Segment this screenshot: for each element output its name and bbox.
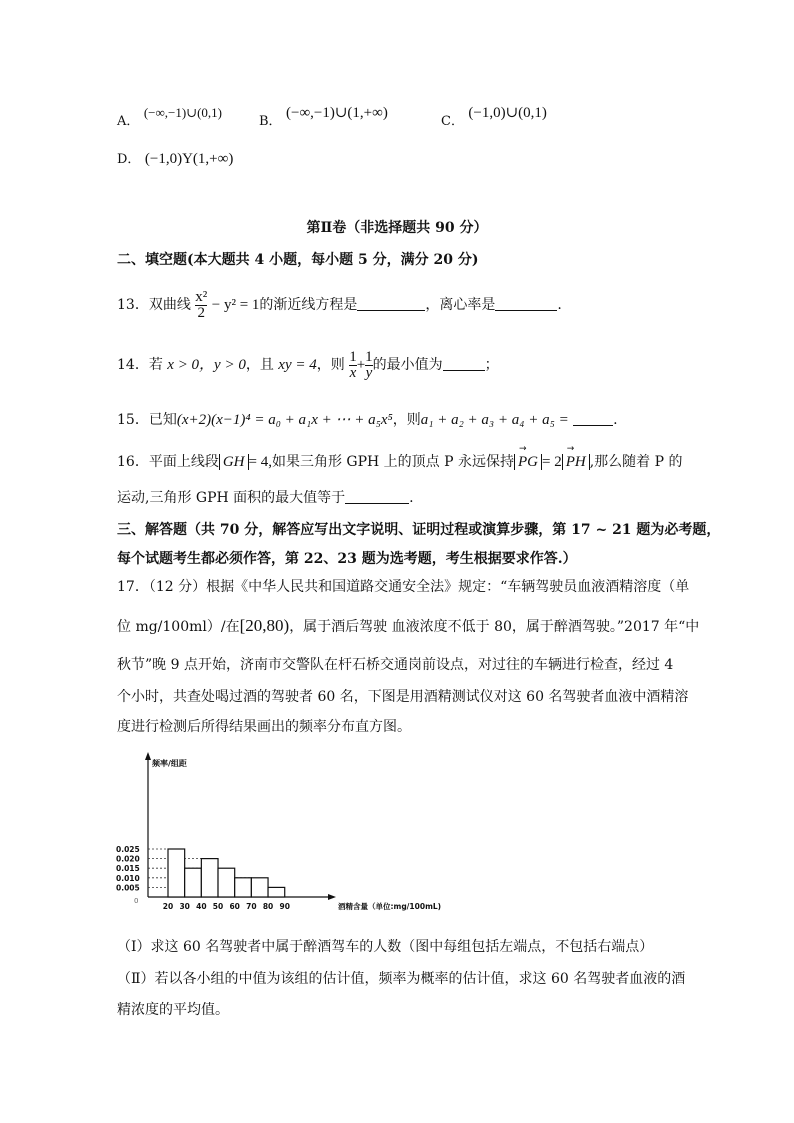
q17-part2b: 精浓度的平均值。 — [117, 1002, 229, 1018]
question-14 — [117, 347, 499, 383]
q13-end: . — [557, 297, 562, 313]
q13-frac-num: x² — [195, 288, 208, 305]
x-tick-label: 30 — [179, 902, 190, 911]
q15-expr: (x+2)(x−1)⁴ = a₀ + a₁x + ⋯ + a₅x⁵ — [176, 412, 393, 428]
x-tick-label: 60 — [229, 902, 240, 911]
section3-line2: 每个试题考生都必须作答，第 22、23 题为选考题，考生根据要求作答.） — [117, 551, 577, 567]
q15-num: 15．已知 — [117, 412, 177, 428]
q17-line3: 秋节”晚 9 点开始，济南市交警队在杆石桥交通岗前设点，对过往的车辆进行检查，经过 4 — [117, 657, 674, 673]
q16-line1a: 16．平面上线段 — [117, 454, 219, 470]
q14-fraction-2 — [365, 350, 373, 381]
x-tick-label: 20 — [162, 902, 174, 911]
q14-num: 14．若 — [117, 357, 163, 373]
q14-f2-den: y — [365, 364, 373, 381]
y-tick-label: 0.025 — [116, 845, 140, 854]
section2-heading: 二、填空题(本大题共 4 小题，每小题 5 分，满分 20 分) — [117, 252, 479, 268]
q14-f1-den: x — [349, 364, 357, 381]
q16-eq1: = 4, — [248, 454, 272, 470]
q16-line1c: ,那么随着 P 的 — [589, 454, 683, 470]
q13-frac-den: 2 — [195, 305, 207, 321]
q16-end: . — [409, 490, 414, 506]
q15-end: . — [613, 412, 618, 428]
question-13 — [117, 287, 562, 323]
q14-tail: ； — [484, 357, 499, 373]
histogram-bar — [235, 878, 252, 897]
q17-part2a: （Ⅱ）若以各小组的中值为该组的估计值，频率为概率的估计值，求这 60 名驾驶者血液的酒 — [117, 971, 686, 987]
q17-part1: （Ⅰ）求这 60 名驾驶者中属于醉酒驾车的人数（图中每组包括左端点，不包括右端点） — [117, 939, 654, 955]
q14-end: 的最小值为 — [372, 357, 443, 373]
option-c-text: (−1,0)∪(0,1) — [468, 105, 547, 121]
q14-f1-num: 1 — [349, 348, 357, 365]
histogram-bar — [251, 878, 268, 897]
histogram-layer — [116, 752, 441, 911]
q14-f2-num: 1 — [365, 348, 373, 365]
q16-pg: → PG — [518, 450, 538, 474]
q17-interval: [20,80) — [239, 616, 290, 635]
q14-blank[interactable] — [443, 356, 485, 371]
option-d-label: D． — [117, 152, 141, 167]
option-b-label: B． — [259, 114, 282, 129]
q13-eq: − y² = 1 — [211, 297, 260, 313]
q15-expr2: a₁ + a₂ + a₃ + a₄ + a₅ = — [420, 412, 569, 428]
x-tick-label: 50 — [212, 902, 224, 911]
option-c — [441, 105, 547, 130]
option-a-label: A． — [117, 114, 140, 129]
option-a-text: (−∞,−1)∪(0,1) — [143, 105, 222, 120]
q17-line2b: ，属于酒后驾驶 血液浓度不低于 80，属于醉酒驾驶。”2017 年“中 — [289, 619, 700, 635]
x-tick-label: 90 — [279, 902, 290, 911]
option-b — [259, 105, 388, 130]
q17-line2a: 位 mg/100ml）/在 — [117, 619, 240, 635]
q17-line4: 个小时，共查处喝过酒的驾驶者 60 名，下图是用酒精测试仪对这 60 名驾驶者血液中酒精溶 — [117, 689, 689, 705]
x-tick-label: 40 — [196, 902, 207, 911]
x-tick-label: 70 — [246, 902, 257, 911]
q14-mid2: ，则 — [316, 357, 345, 373]
origin-label: 0 — [134, 897, 139, 905]
q14-fraction-1 — [349, 350, 357, 381]
q16-gh: GH — [219, 454, 249, 470]
q15-blank[interactable] — [573, 411, 613, 426]
histogram-bar — [268, 887, 285, 897]
q13-fraction — [195, 290, 207, 321]
q17-line1: 17．（12 分）根据《中华人民共和国道路交通安全法》规定：“车辆驾驶员血液酒精溶度（单 — [117, 579, 690, 595]
histogram-bar — [168, 849, 185, 897]
q16-blank[interactable] — [345, 489, 409, 504]
q13-mid: 的渐近线方程是 — [259, 297, 358, 313]
q13-num: 13．双曲线 — [117, 297, 191, 313]
part2-title: 第Ⅱ卷（非选择题共 90 分） — [306, 220, 488, 236]
y-tick-label: 0.005 — [116, 883, 140, 893]
option-d-text: (−1,0)Y(1,+∞) — [144, 151, 234, 167]
y-tick-label: 0.020 — [116, 854, 140, 864]
q16-line2-wrap — [117, 487, 414, 507]
q15-mid: ，则 — [392, 412, 421, 428]
y-axis-label: 频率/组距 — [152, 759, 187, 768]
q16-line1b: 如果三角形 GPH 上的顶点 P 永远保持 — [271, 454, 515, 470]
option-c-label: C． — [441, 114, 464, 129]
option-d — [117, 148, 233, 168]
histogram-bar — [201, 859, 218, 897]
x-tick-label: 80 — [262, 902, 274, 911]
y-tick-label: 0.010 — [116, 873, 140, 883]
section3-line1: 三、解答题（共 70 分，解答应写出文字说明、证明过程或演算步骤，第 17 ~ 21 题为必考题， — [117, 522, 721, 538]
q16-ph: → PH — [566, 450, 586, 474]
y-tick-label: 0.015 — [116, 864, 140, 874]
x-axis-label: 酒精含量（单位:mg/100mL) — [338, 902, 442, 911]
histogram-chart — [110, 752, 442, 922]
option-a — [117, 105, 222, 129]
q13-blank-1[interactable] — [357, 296, 425, 311]
x-axis-arrow — [328, 894, 336, 900]
q14-mid: ，且 — [245, 357, 274, 373]
question-16 — [117, 450, 683, 474]
q17-line5: 度进行检测后所得结果画出的频率分布直方图。 — [117, 719, 411, 735]
q13-mid2: ，离心率是 — [425, 297, 496, 313]
histogram-bar — [218, 868, 235, 897]
q14-cond: x > 0，y > 0 — [167, 357, 246, 373]
y-axis-arrow — [145, 752, 151, 760]
histogram-bar — [185, 868, 202, 897]
option-b-text: (−∞,−1)∪(1,+∞) — [286, 105, 388, 121]
q17-line2 — [117, 616, 699, 636]
q14-plus: + — [356, 357, 366, 373]
q14-cond2: xy = 4 — [278, 357, 317, 373]
question-15 — [117, 408, 618, 432]
q16-line2: 运动,三角形 GPH 面积的最大值等于 — [117, 490, 346, 506]
q16-eq2: = 2 — [542, 454, 562, 470]
q13-blank-2[interactable] — [495, 296, 557, 311]
